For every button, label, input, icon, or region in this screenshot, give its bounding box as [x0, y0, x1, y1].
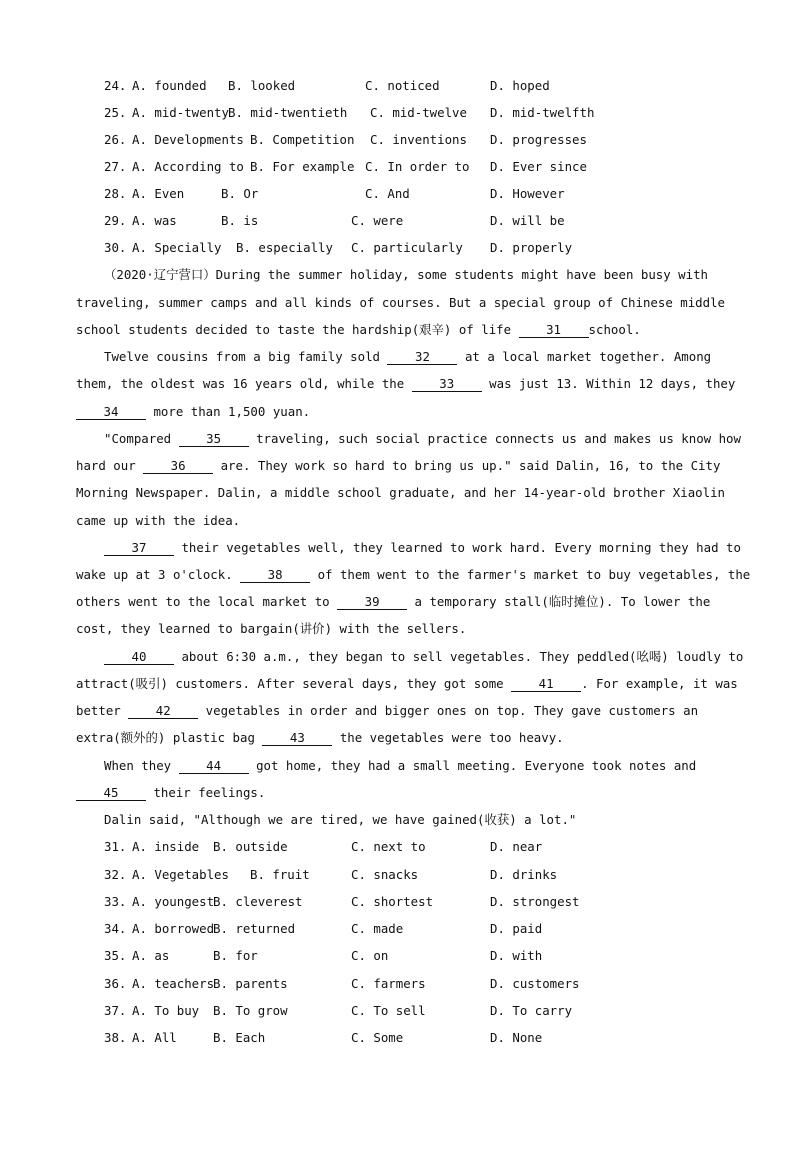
- passage-text: cost, they learned to bargain(讲价) with the sellers.: [76, 621, 467, 636]
- option-a: A. teachers: [132, 976, 215, 991]
- passage-p2-line3: [76, 403, 310, 421]
- option-a: A. According to: [132, 159, 244, 174]
- option-c: C. noticed: [365, 78, 440, 93]
- passage-text: their feelings.: [146, 785, 266, 800]
- passage-p2-line1: [104, 348, 711, 366]
- option-d: D. strongest: [490, 894, 580, 909]
- blank-34[interactable]: 34: [76, 404, 146, 420]
- option-d: D. properly: [490, 240, 573, 255]
- option-d: D. drinks: [490, 867, 558, 882]
- passage-text: the vegetables were too heavy.: [332, 730, 564, 745]
- option-d: D. paid: [490, 921, 543, 936]
- passage-p3-line2: [76, 457, 720, 475]
- question-number: 38.: [104, 1030, 127, 1045]
- passage-text: school.: [588, 322, 641, 337]
- question-number: 29.: [104, 213, 127, 228]
- passage-p6-line1: [104, 757, 696, 775]
- question-26: [0, 131, 587, 149]
- question-25: [0, 104, 595, 122]
- question-38: [0, 1029, 543, 1047]
- blank-32[interactable]: 32: [387, 349, 457, 365]
- passage-text: their vegetables well, they learned to work hard. Every morning they had to: [174, 540, 741, 555]
- option-d: D. with: [490, 948, 543, 963]
- option-c: C. made: [351, 921, 404, 936]
- passage-p2-line2: [76, 375, 735, 393]
- option-d: D. progresses: [490, 132, 587, 147]
- option-a: A. Developments: [132, 132, 244, 147]
- passage-p6-line2: [76, 784, 265, 802]
- blank-45[interactable]: 45: [76, 785, 146, 801]
- question-37: [0, 1002, 573, 1020]
- option-a: A. Even: [132, 186, 185, 201]
- passage-text: traveling, such social practice connects us and makes us know how: [248, 431, 741, 446]
- option-c: C. were: [351, 213, 404, 228]
- passage-p5-line3: [76, 702, 698, 720]
- blank-40[interactable]: 40: [104, 649, 174, 665]
- option-d: D. To carry: [490, 1003, 573, 1018]
- passage-text: them, the oldest was 16 years old, while the: [76, 376, 412, 391]
- question-31: [0, 838, 543, 856]
- passage-text: Twelve cousins from a big family sold: [104, 349, 388, 364]
- passage-text: more than 1,500 yuan.: [146, 404, 311, 419]
- passage-text: extra(额外的) plastic bag: [76, 730, 263, 745]
- option-d: D. hoped: [490, 78, 550, 93]
- question-32: [0, 866, 558, 884]
- option-c: C. particularly: [351, 240, 463, 255]
- option-c: C. mid-twelve: [370, 105, 467, 120]
- passage-text: vegetables in order and bigger ones on top. They gave customers an: [198, 703, 699, 718]
- option-a: A. inside: [132, 839, 200, 854]
- passage-text: a temporary stall(临时摊位). To lower the: [407, 594, 711, 609]
- option-c: C. And: [365, 186, 410, 201]
- passage-text: When they: [104, 758, 179, 773]
- passage-text: Morning Newspaper. Dalin, a middle school graduate, and her 14-year-old brother Xiaolin: [76, 485, 726, 500]
- option-a: A. borrowed: [132, 921, 215, 936]
- option-b: B. Competition: [250, 132, 355, 147]
- question-number: 36.: [104, 976, 127, 991]
- question-number: 32.: [104, 867, 127, 882]
- blank-38[interactable]: 38: [240, 567, 310, 583]
- option-c: C. farmers: [351, 976, 426, 991]
- question-number: 33.: [104, 894, 127, 909]
- option-d: D. near: [490, 839, 543, 854]
- question-36: [0, 975, 580, 993]
- passage-text: came up with the idea.: [76, 513, 241, 528]
- passage-p5-line2: [76, 675, 738, 693]
- passage-text: attract(吸引) customers. After several days, they got some: [76, 676, 512, 691]
- passage-text: wake up at 3 o'clock.: [76, 567, 241, 582]
- passage-text: During the summer holiday, some students might have been busy with: [215, 267, 709, 282]
- option-c: C. In order to: [365, 159, 470, 174]
- passage-text: Dalin said, "Although we are tired, we have gained(收获) a lot.": [104, 812, 577, 827]
- passage-p4-line3: [76, 593, 710, 611]
- passage-p5-line4: [76, 729, 564, 747]
- passage-text: hard our: [76, 458, 144, 473]
- passage-p1-line1: [104, 266, 708, 284]
- option-c: C. next to: [351, 839, 426, 854]
- option-a: A. was: [132, 213, 177, 228]
- option-c: C. snacks: [351, 867, 419, 882]
- option-b: B. Each: [213, 1030, 266, 1045]
- blank-43[interactable]: 43: [262, 730, 332, 746]
- blank-37[interactable]: 37: [104, 540, 174, 556]
- option-b: B. For example: [250, 159, 355, 174]
- passage-source: （2020·辽宁营口）: [104, 267, 216, 282]
- option-b: B. Or: [221, 186, 259, 201]
- passage-p7-line1: [104, 811, 576, 829]
- option-b: B. looked: [228, 78, 296, 93]
- question-28: [0, 185, 565, 203]
- question-number: 31.: [104, 839, 127, 854]
- option-d: D. However: [490, 186, 565, 201]
- blank-33[interactable]: 33: [412, 376, 482, 392]
- option-b: B. To grow: [213, 1003, 288, 1018]
- option-b: B. returned: [213, 921, 296, 936]
- question-30: [0, 239, 573, 257]
- option-b: B. is: [221, 213, 259, 228]
- blank-36[interactable]: 36: [143, 458, 213, 474]
- question-34: [0, 920, 543, 938]
- passage-p1-line3: [76, 321, 641, 339]
- question-number: 24.: [104, 78, 127, 93]
- passage-text: others went to the local market to: [76, 594, 338, 609]
- option-b: B. fruit: [250, 867, 310, 882]
- passage-text: . For example, it was: [581, 676, 738, 691]
- blank-31[interactable]: 31: [519, 322, 589, 338]
- option-a: A. youngest: [132, 894, 215, 909]
- question-number: 37.: [104, 1003, 127, 1018]
- option-d: D. None: [490, 1030, 543, 1045]
- option-a: A. as: [132, 948, 170, 963]
- option-c: C. shortest: [351, 894, 434, 909]
- passage-p5-line1: [104, 648, 743, 666]
- option-d: D. customers: [490, 976, 580, 991]
- passage-text: was just 13. Within 12 days, they: [481, 376, 736, 391]
- passage-text: "Compared: [104, 431, 179, 446]
- passage-p4-line1: [104, 539, 741, 557]
- passage-text: traveling, summer camps and all kinds of courses. But a special group of Chinese middle: [76, 295, 726, 310]
- passage-text: better: [76, 703, 129, 718]
- question-35: [0, 947, 543, 965]
- option-c: C. inventions: [370, 132, 467, 147]
- option-c: C. To sell: [351, 1003, 426, 1018]
- blank-35[interactable]: 35: [179, 431, 249, 447]
- blank-44[interactable]: 44: [179, 758, 249, 774]
- option-a: A. To buy: [132, 1003, 200, 1018]
- passage-p4-line4: [76, 620, 466, 638]
- passage-p1-line2: [76, 294, 725, 312]
- question-number: 34.: [104, 921, 127, 936]
- option-d: D. will be: [490, 213, 565, 228]
- option-b: B. especially: [236, 240, 333, 255]
- option-a: A. Specially: [132, 240, 222, 255]
- option-a: A. mid-twenty: [132, 105, 229, 120]
- passage-text: got home, they had a small meeting. Everyone took notes and: [248, 758, 697, 773]
- passage-text: of them went to the farmer's market to buy vegetables, the: [310, 567, 751, 582]
- passage-p3-line3: [76, 484, 725, 502]
- blank-39[interactable]: 39: [337, 594, 407, 610]
- option-b: B. parents: [213, 976, 288, 991]
- option-b: B. outside: [213, 839, 288, 854]
- question-number: 27.: [104, 159, 127, 174]
- option-b: B. for: [213, 948, 258, 963]
- question-33: [0, 893, 580, 911]
- option-d: D. mid-twelfth: [490, 105, 595, 120]
- question-number: 35.: [104, 948, 127, 963]
- passage-text: school students decided to taste the hardship(艰辛) of life: [76, 322, 519, 337]
- passage-text: are. They work so hard to bring us up." said Dalin, 16, to the City: [213, 458, 721, 473]
- passage-text: at a local market together. Among: [457, 349, 712, 364]
- question-29: [0, 212, 565, 230]
- option-a: A. All: [132, 1030, 177, 1045]
- passage-text: about 6:30 a.m., they began to sell vegetables. They peddled(吆喝) loudly to: [174, 649, 744, 664]
- question-number: 28.: [104, 186, 127, 201]
- option-a: A. founded: [132, 78, 207, 93]
- option-d: D. Ever since: [490, 159, 587, 174]
- option-b: B. mid-twentieth: [228, 105, 348, 120]
- option-c: C. on: [351, 948, 389, 963]
- passage-p4-line2: [76, 566, 750, 584]
- option-b: B. cleverest: [213, 894, 303, 909]
- passage-p3-line1: [104, 430, 741, 448]
- question-number: 26.: [104, 132, 127, 147]
- option-c: C. Some: [351, 1030, 404, 1045]
- question-number: 30.: [104, 240, 127, 255]
- passage-p3-line4: [76, 512, 240, 530]
- question-number: 25.: [104, 105, 127, 120]
- blank-41[interactable]: 41: [511, 676, 581, 692]
- question-24: [0, 77, 550, 95]
- question-27: [0, 158, 587, 176]
- blank-42[interactable]: 42: [128, 703, 198, 719]
- option-a: A. Vegetables: [132, 867, 229, 882]
